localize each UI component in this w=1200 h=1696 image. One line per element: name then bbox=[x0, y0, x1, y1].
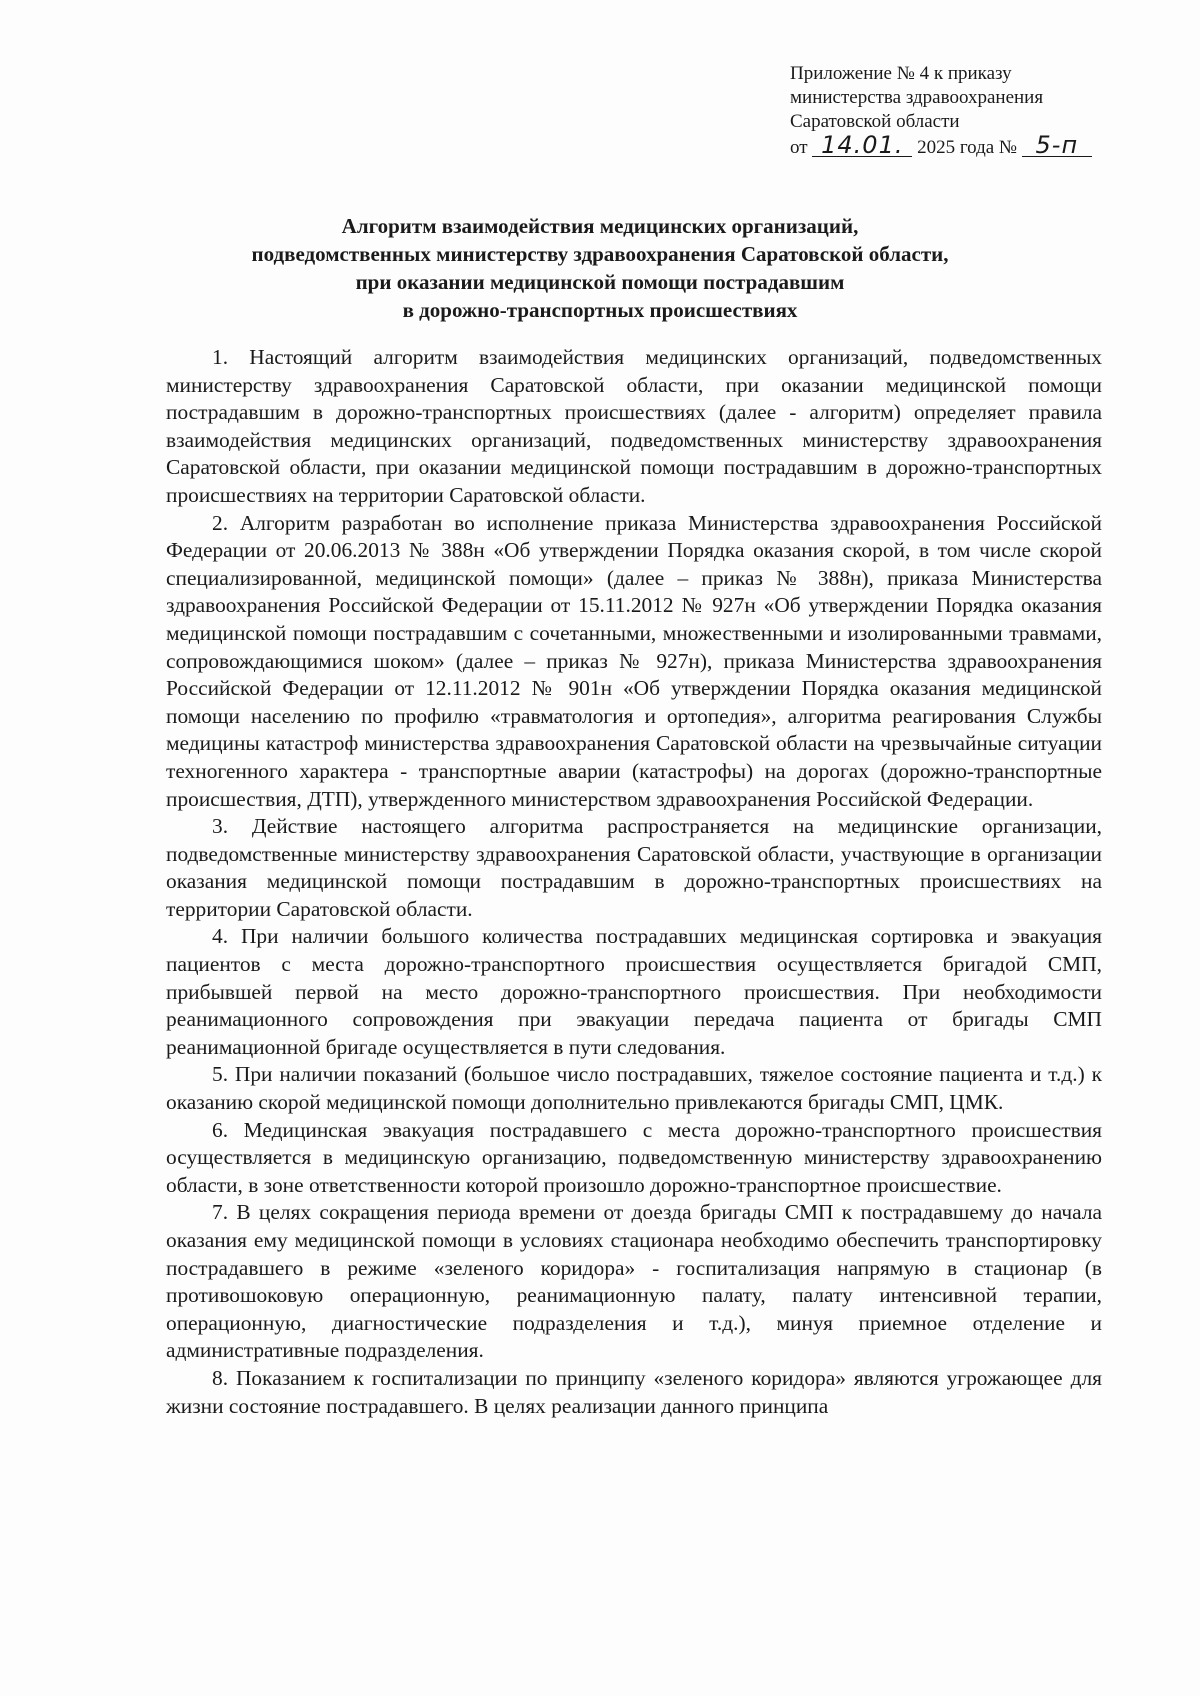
annex-line-3: Саратовской области bbox=[790, 111, 960, 132]
title-line-1: Алгоритм взаимодействия медицинских организаций, bbox=[341, 214, 859, 238]
annex-date-line bbox=[790, 131, 1120, 160]
paragraph-8: 8. Показанием к госпитализации по принципу «зеленого коридора» являются угрожающее для жизни состояние пострадавшего. В целях реализации данного принципа bbox=[166, 1365, 1102, 1418]
title-line-4: в дорожно-транспортных происшествиях bbox=[402, 298, 798, 322]
document-title bbox=[150, 212, 1050, 324]
paragraph-3: 3. Действие настоящего алгоритма распространяется на медицинские организации, подведомственные министерству здравоохранения Саратовской области, участвующие в организации оказания медицинской помощи пострадавшим в дорожно-транспортных происшествиях на территории Саратовской области. bbox=[166, 814, 1102, 921]
paragraph-5: 5. При наличии показаний (большое число пострадавших, тяжелое состояние пациента и т.д.) к оказанию скорой медицинской помощи дополнительно привлекаются бригады СМП, ЦМК. bbox=[166, 1062, 1102, 1115]
year-text: 2025 года № bbox=[917, 137, 1018, 158]
title-line-3: при оказании медицинской помощи пострадавшим bbox=[355, 270, 845, 294]
paragraph-7: 7. В целях сокращения периода времени от доезда бригады СМП к пострадавшему до начала оказания ему медицинской помощи в условиях стационара необходимо обеспечить транспортировку пострадавшего в режиме «зеленого коридора» - госпитализация напрямую в стационар (в противошоковую операционную, реанимационную палату, палату интенсивной терапии, операционную, диагностические подразделения и т.д.), минуя приемное отделение и административные подразделения. bbox=[166, 1200, 1102, 1363]
title-line-2: подведомственных министерству здравоохранения Саратовской области, bbox=[251, 242, 949, 266]
paragraph-1: 1. Настоящий алгоритм взаимодействия медицинских организаций, подведомственных министерству здравоохранения Саратовской области, при оказании медицинской помощи пострадавшим в дорожно-транспортных происшествиях (далее - алгоритм) определяет правила взаимодействия медицинских организаций, подведомственных министерству здравоохранения Саратовской области, при оказании медицинской помощи пострадавшим в дорожно-транспортных происшествиях на территории Саратовской области. bbox=[166, 345, 1102, 507]
date-prefix: от bbox=[790, 137, 808, 158]
paragraph-4: 4. При наличии большого количества пострадавших медицинская сортировка и эвакуация пациентов с места дорожно-транспортного происшествия осуществляется бригадой СМП, прибывшей первой на место дорожно-транспортного происшествия. При необходимости реанимационного сопровождения при эвакуации передача пациента от бригады СМП реанимационной бригаде осуществляется в пути следования. bbox=[166, 924, 1102, 1059]
document-body bbox=[166, 344, 1102, 1420]
annex-line-1: Приложение № 4 к приказу bbox=[790, 63, 1012, 84]
paragraph-6: 6. Медицинская эвакуация пострадавшего с места дорожно-транспортного происшествия осуществляется в медицинскую организацию, подведомственную министерству здравоохранению области, в зоне ответственности которой произошло дорожно-транспортное происшествие. bbox=[166, 1117, 1102, 1197]
paragraph-2: 2. Алгоритм разработан во исполнение приказа Министерства здравоохранения Российской Федерации от 20.06.2013 № 388н «Об утверждении Порядка оказания скорой, в том числе скорой специализированной, медицинской помощи» (далее – приказ № 388н), приказа Министерства здравоохранения Российской Федерации от 15.11.2012 № 927н «Об утверждении Порядка оказания медицинской помощи пострадавшим с сочетанными, множественными и изолированными травмами, сопровождающимися шоком» (далее – приказ № 927н), приказа Министерства здравоохранения Российской Федерации от 12.11.2012 № 901н «Об утверждении Порядка оказания медицинской помощи населению по профилю «травматология и ортопедия», алгоритма реагирования Службы медицины катастроф министерства здравоохранения Саратовской области на чрезвычайные ситуации техногенного характера - транспортные аварии (катастрофы) на дорогах (дорожно-транспортные происшествия, ДТП), утвержденного министерством здравоохранения Российской Федерации. bbox=[166, 510, 1102, 811]
handwritten-number: 5-п bbox=[1022, 134, 1092, 157]
annex-line-2: министерства здравоохранения bbox=[790, 87, 1044, 108]
annex-header bbox=[790, 62, 1120, 160]
handwritten-date: 14.01. bbox=[812, 134, 912, 157]
